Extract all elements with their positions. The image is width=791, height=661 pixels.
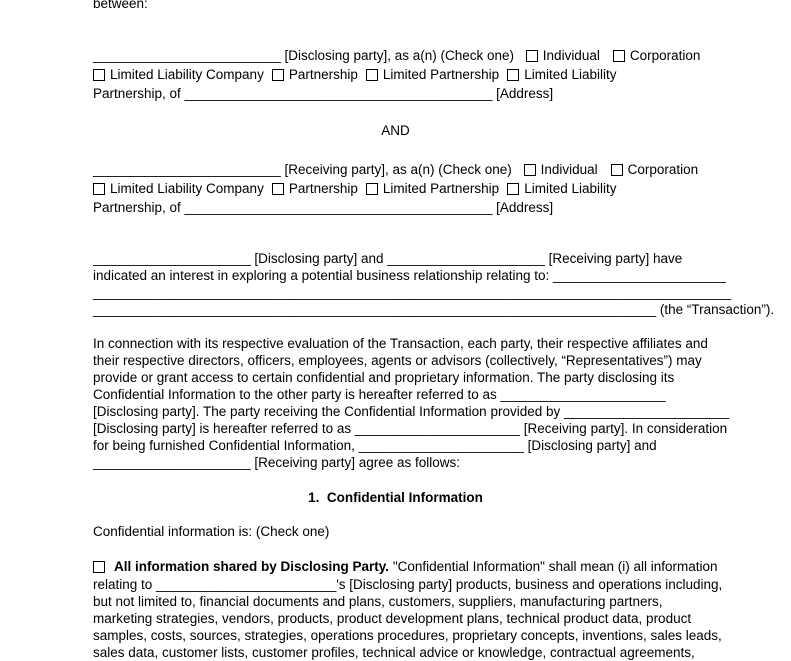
intro-tail: between: — [93, 0, 148, 11]
connection-line-6: [Disclosing party] is hereafter referred to as ______________________ [Receiving party]. In consideration — [93, 421, 728, 436]
receiving-partnership-checkbox[interactable] — [272, 183, 284, 195]
receiving-individual-label: Individual — [540, 162, 598, 177]
all-info-bold: All information shared by Disclosing Party. — [114, 559, 390, 574]
receiving-corporation-checkbox[interactable] — [611, 164, 623, 176]
disclosing-lp-checkbox[interactable] — [366, 69, 378, 81]
all-info-line-1: relating to ________________________'s [Disclosing party] products, business and operations including, — [93, 577, 723, 592]
receiving-llp-checkbox[interactable] — [507, 183, 519, 195]
disclosing-llc-checkbox[interactable] — [93, 69, 105, 81]
disclosing-corporation-checkbox[interactable] — [613, 50, 625, 62]
and-separator: AND — [381, 123, 410, 138]
all-info-line-2: but not limited to, financial documents and plans, customers, suppliers, manufacturing partners, — [93, 594, 663, 609]
disclosing-party-blank[interactable]: _________________________ — [93, 48, 281, 63]
all-info-option-line — [93, 558, 718, 575]
receiving-party-blank[interactable]: _________________________ — [93, 162, 281, 177]
receiving-corporation-label: Corporation — [627, 162, 699, 177]
disclosing-individual-label: Individual — [542, 48, 600, 63]
section-heading: 1. Confidential Information — [308, 490, 483, 505]
disclosing-partnership-checkbox[interactable] — [272, 69, 284, 81]
all-info-line-5: sales data, customer lists, customer profiles, technical advice or knowledge, contractual agreements, — [93, 645, 695, 660]
disclosing-lp-label: Limited Partnership — [382, 67, 500, 82]
disclosing-llp-checkbox[interactable] — [507, 69, 519, 81]
receiving-party-line — [93, 161, 698, 178]
disclosing-llp-label: Limited Liability — [524, 67, 617, 82]
interest-line-4: ___________________________________________________________________________ (the “Transaction”). — [93, 302, 775, 317]
disclosing-corporation-label: Corporation — [629, 48, 701, 63]
all-info-rest: "Confidential Information" shall mean (i) all information — [389, 559, 718, 574]
all-info-line-3: marketing strategies, vendors, products, product development plans, technical product data, product — [93, 611, 692, 626]
receiving-individual-checkbox[interactable] — [524, 164, 536, 176]
disclosing-llc-label: Limited Liability Company — [110, 67, 264, 82]
all-info-checkbox[interactable] — [93, 561, 105, 573]
all-info-line-4: samples, costs, sources, strategies, operations procedures, proprietary concepts, inventions, sales leads, — [93, 628, 722, 643]
disclosing-individual-checkbox[interactable] — [526, 50, 538, 62]
connection-line-7: for being furnished Confidential Information, ______________________ [Disclosing party] and — [93, 438, 657, 453]
receiving-llc-label: Limited Liability Company — [110, 181, 264, 196]
ci-prompt: Confidential information is: (Check one) — [93, 524, 330, 539]
connection-line-1: In connection with its respective evaluation of the Transaction, each party, their respective affiliates and — [93, 336, 708, 351]
disclosing-party-line — [93, 47, 700, 64]
interest-line-1: _____________________ [Disclosing party] and _____________________ [Receiving party] have — [93, 251, 683, 266]
interest-line-2: indicated an interest in exploring a potential business relationship relating to: _______________________ — [93, 268, 726, 283]
disclosing-entity-options-line — [93, 66, 616, 83]
connection-line-3: provide or grant access to certain confidential and proprietary information. The party disclosing its — [93, 370, 675, 385]
receiving-partnership-label: Partnership — [288, 181, 358, 196]
connection-line-5: [Disclosing party]. The party receiving the Confidential Information provided by ______________________ — [93, 404, 730, 419]
disclosing-address-line: Partnership, of _________________________________________ [Address] — [93, 86, 554, 101]
receiving-llc-checkbox[interactable] — [93, 183, 105, 195]
receiving-lp-checkbox[interactable] — [366, 183, 378, 195]
receiving-party-label: [Receiving party], as a(n) (Check one) — [280, 162, 516, 177]
receiving-entity-options-line — [93, 180, 616, 197]
connection-line-2: their respective directors, officers, employees, agents or advisors (collectively, “Representatives”) may — [93, 353, 702, 368]
disclosing-party-label: [Disclosing party], as a(n) (Check one) — [280, 48, 518, 63]
connection-line-4: Confidential Information to the other party is hereafter referred to as ______________________ — [93, 387, 666, 402]
interest-line-3: _____________________________________________________________________________________ — [93, 285, 732, 300]
disclosing-partnership-label: Partnership — [288, 67, 358, 82]
connection-line-8: _____________________ [Receiving party] agree as follows: — [93, 455, 461, 470]
receiving-llp-label: Limited Liability — [524, 181, 617, 196]
receiving-lp-label: Limited Partnership — [382, 181, 500, 196]
receiving-address-line: Partnership, of _________________________________________ [Address] — [93, 200, 554, 215]
